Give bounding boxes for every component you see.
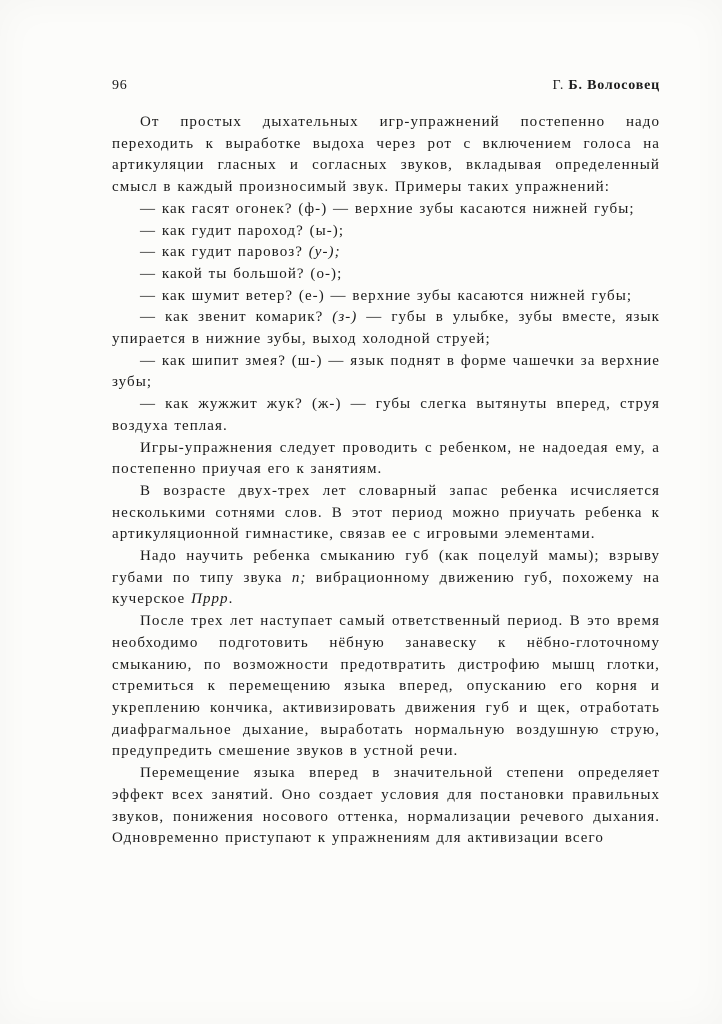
text-run: — какой ты большой? (о-);	[140, 265, 343, 282]
paragraph	[112, 242, 660, 264]
text-run: — как гудит паровоз?	[140, 244, 309, 261]
paragraph	[112, 221, 660, 243]
text-run: В возрасте двух-трех лет словарный запас ребенка исчисляется несколькими сотнями слов. В этот период можно приучать ребенка к артикуляционной гимнастике, связав ее с игровыми элементами.	[112, 482, 660, 543]
text-run: — как шипит змея? (ш-) — язык поднят в форме чашечки за верхние зубы;	[112, 352, 660, 391]
italic-text-run: Пррр	[191, 591, 229, 608]
text-run: Игры-упражнения следует проводить с ребенком, не надоедая ему, а постепенно приучая его к занятиям.	[112, 439, 660, 478]
text-run: Г.	[552, 78, 569, 93]
page-number: 96	[112, 78, 128, 93]
page-header	[112, 78, 660, 94]
italic-text-run: (у-);	[308, 244, 341, 261]
italic-text-run: п;	[291, 569, 307, 586]
page-body	[112, 112, 660, 850]
paragraph	[112, 438, 660, 481]
paragraph	[112, 394, 660, 437]
italic-text-run: (з-)	[332, 309, 358, 326]
text-run: — как шумит ветер? (е-) — верхние зубы касаются нижней губы;	[140, 287, 633, 304]
paragraph	[112, 763, 660, 850]
paragraph	[112, 481, 660, 546]
paragraph	[112, 112, 660, 199]
text-run: Перемещение языка вперед в значительной степени определяет эффект всех занятий. Оно создает условия для постановки правильных звуков, понижения носового оттенка, нормализации речевого дыхания. Одновременно приступают к упражнениям для активизации всего	[112, 765, 660, 847]
text-run: От простых дыхательных игр-упражнений постепенно надо переходить к выработке выдоха через рот с включением голоса на артикуляции гласных и согласных звуков, вкладывая определенный смысл в каждый произносимый звук. Примеры таких упражнений:	[112, 114, 660, 196]
text-run: — губы в улыбке, зубы вместе, язык упирается в нижние зубы, выход холодной струей;	[112, 309, 660, 348]
paragraph	[112, 611, 660, 763]
text-run: — как гасят огонек? (ф-) — верхние зубы касаются нижней губы;	[140, 200, 635, 217]
page-author	[553, 78, 661, 94]
text-run: Надо научить ребенка смыканию губ (как поцелуй мамы); взрыву губами по типу звука	[112, 548, 660, 586]
text-run: После трех лет наступает самый ответственный период. В это время необходимо подготовить нёбную занавеску к нёбно-глоточному смыканию, по возможности предотвратить дистрофию мышц глотки, стремиться к перемещению языка вперед, опусканию его корня и укреплению кончика, активизировать движения губ и щек, отработать диафрагмальное дыхание, выработать нормальную воздушную струю, предупредить смешение звуков в устной речи.	[112, 613, 660, 760]
text-run: — как гудит пароход? (ы-);	[140, 222, 345, 239]
paragraph	[112, 199, 660, 221]
text-run: — как жужжит жук? (ж-) — губы слегка вытянуты вперед, струя воздуха теплая.	[112, 396, 660, 434]
text-run: .	[228, 591, 234, 608]
paragraph	[112, 264, 660, 286]
bold-text-run: Б. Волосовец	[568, 78, 660, 93]
text-run: вибрационному движению губ, похожему на кучерское	[112, 569, 660, 608]
paragraph	[112, 286, 660, 308]
paragraph	[112, 546, 660, 611]
paragraph	[112, 351, 660, 394]
paragraph	[112, 307, 660, 350]
text-run: — как звенит комарик?	[140, 309, 333, 326]
